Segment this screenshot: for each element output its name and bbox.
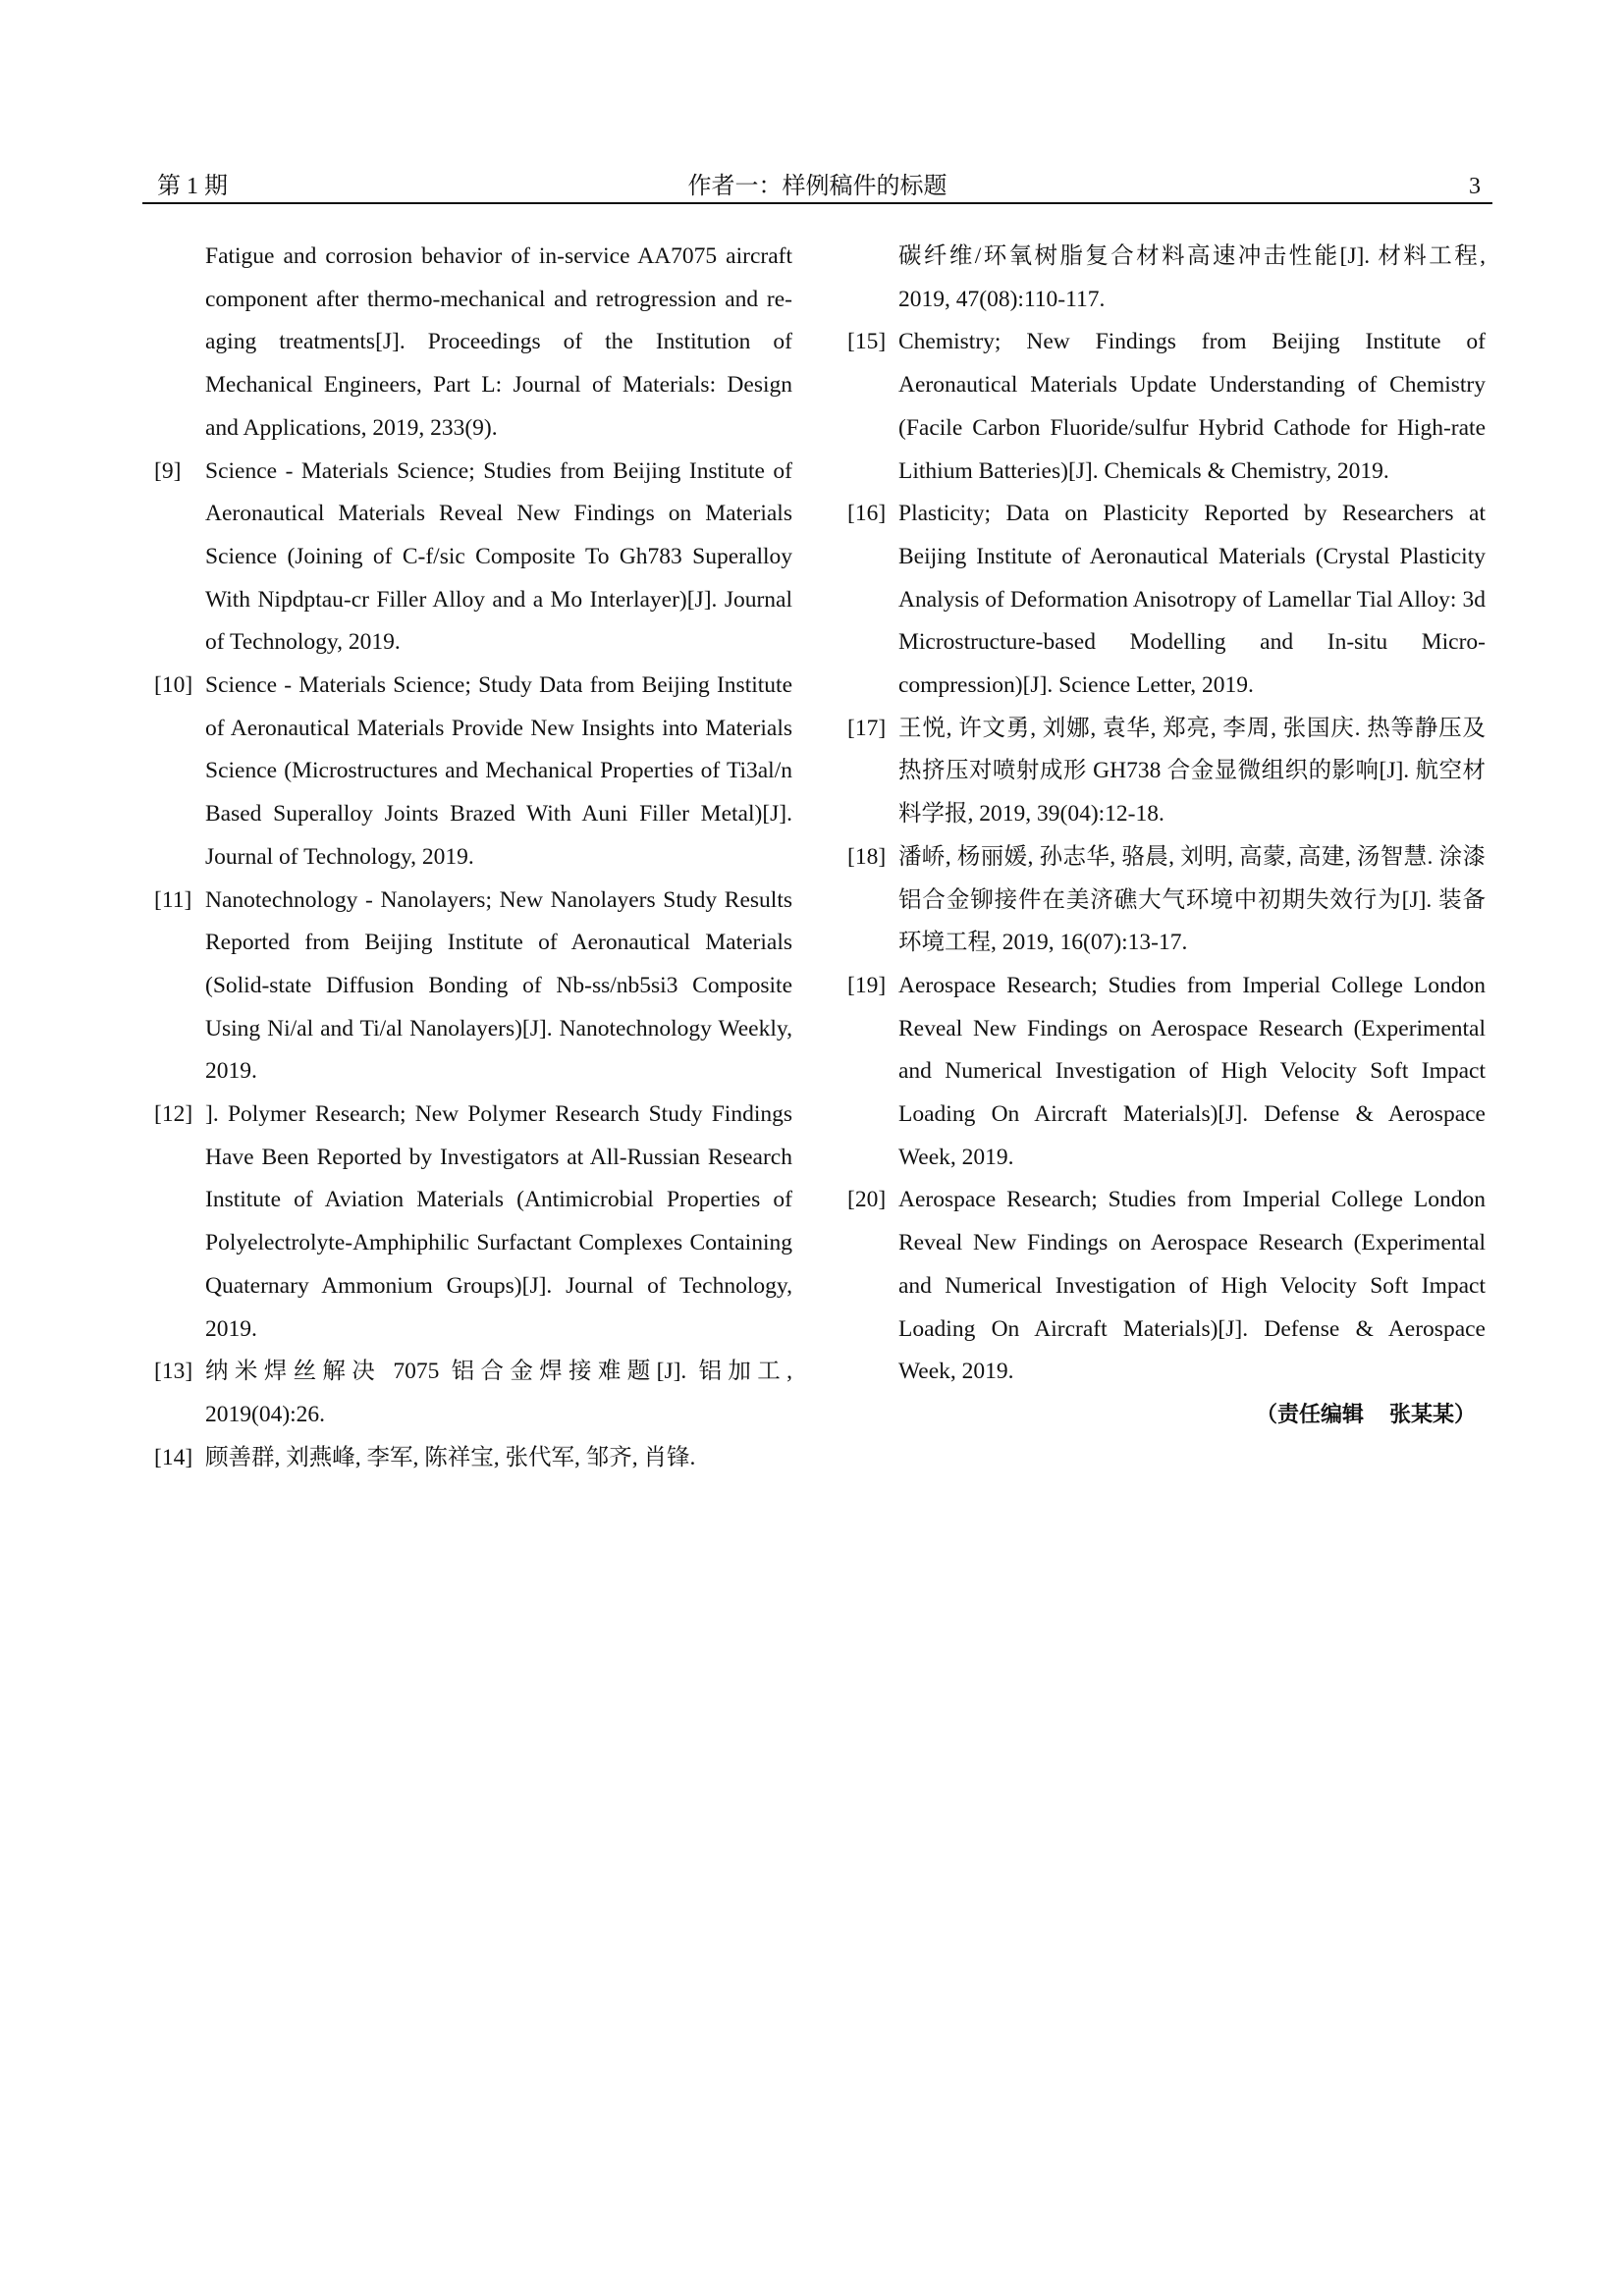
reference-text: 纳米焊丝解决 7075 铝合金焊接难题[J]. 铝加工, 2019(04):26. [205,1359,792,1427]
reference-item [847,836,1486,965]
reference-text: 潘峤, 杨丽媛, 孙志华, 骆晨, 刘明, 高蒙, 高建, 汤智慧. 涂漆铝合金铆接件在美济礁大气环境中初期失效行为[J]. 装备环境工程, 2019, 16(07):13-17. [898,843,1486,956]
reference-text: ]. Polymer Research; New Polymer Research Study Findings Have Been Reported by Investigators at All-Russian Research Institute of Aviation Materials (Antimicrobial Properties of Polyelectrolyte-Amphiphilic Surfactant Complexes Containing Quaternary Ammonium Groups)[J]. Journal of Technology, 2019. [205,1101,792,1342]
reference-item [154,880,792,1095]
references-left-column [154,236,792,1479]
reference-text: 王悦, 许文勇, 刘娜, 袁华, 郑亮, 李周, 张国庆. 热等静压及热挤压对喷射成形 GH738 合金显微组织的影响[J]. 航空材料学报, 2019, 39(04):12-18. [898,715,1486,828]
reference-number: [13] [154,1359,193,1385]
reference-item [154,1351,792,1436]
reference-item [154,236,792,451]
reference-text: Science - Materials Science; Studies from Beijing Institute of Aeronautical Materials Reveal New Findings on Materials Science (Joining of C-f/sic Composite To Gh783 Superalloy With Nipdptau-cr Filler Alloy and a Mo Interlayer)[J]. Journal of Technology, 2019. [205,457,792,656]
reference-number: [11] [154,886,192,913]
reference-item [847,236,1486,321]
editor-label: （责任编辑 [1255,1402,1364,1427]
reference-text: Fatigue and corrosion behavior of in-service AA7075 aircraft component after thermo-mechanical and retrogression and re-aging treatments[J]. Proceedings of the Institution of Mechanical Engineers, Part L: Journal of Materials: Design and Applications, 2019, 233(9). [205,243,792,441]
reference-item [847,708,1486,836]
reference-text: 碳纤维/环氧树脂复合材料高速冲击性能[J]. 材料工程, 2019, 47(08):110-117. [898,243,1486,312]
reference-item [847,1179,1486,1394]
reference-number: [14] [154,1444,193,1470]
reference-text: Aerospace Research; Studies from Imperial College London Reveal New Findings on Aerospace Research (Experimental and Numerical Investigation of High Velocity Soft Impact Loading On Aircraft Materials)[J]. Defense & Aerospace Week, 2019. [898,1187,1486,1385]
header-rule [142,202,1492,204]
reference-item [154,1094,792,1351]
issue-label: 第 1 期 [157,174,228,199]
reference-number: [19] [847,972,887,998]
reference-number: [18] [847,843,887,870]
reference-number: [12] [154,1101,193,1128]
reference-text: Plasticity; Data on Plasticity Reported by Researchers at Beijing Institute of Aeronautical Materials (Crystal Plasticity Analysis of Deformation Anisotropy of Lamellar Tial Alloy: 3d Microstructure-based Modelling and In-situ Micro-compression)[J]. Science Letter, 2019. [898,501,1486,699]
responsible-editor [847,1394,1486,1437]
reference-number: [20] [847,1187,887,1213]
reference-number: [15] [847,329,887,355]
reference-item [847,321,1486,493]
reference-number: [10] [154,672,193,699]
reference-number: [17] [847,715,887,741]
reference-number: [16] [847,501,887,527]
reference-item [847,493,1486,708]
reference-text: Science - Materials Science; Study Data from Beijing Institute of Aeronautical Materials Provide New Insights into Materials Science (Microstructures and Mechanical Properties of Ti3al/n Based Superalloy Joints Brazed With Auni Filler Metal)[J]. Journal of Technology, 2019. [205,672,792,870]
reference-item [154,1437,792,1480]
page-number: 3 [1469,174,1481,199]
reference-number: [9] [154,457,182,484]
reference-text: Nanotechnology - Nanolayers; New Nanolayers Study Results Reported from Beijing Institute of Aeronautical Materials (Solid-state Diffusion Bonding of Nb-ss/nb5si3 Composite Using Ni/al and Ti/al Nanolayers)[J]. Nanotechnology Weekly, 2019. [205,886,792,1085]
references-right-column [847,236,1486,1437]
article-title: 作者一：样例稿件的标题 [687,174,947,199]
reference-item [847,965,1486,1180]
editor-name: 张某某） [1388,1402,1476,1427]
reference-text: 顾善群, 刘燕峰, 李军, 陈祥宝, 张代军, 邹齐, 肖锋. [205,1444,696,1470]
reference-item [154,665,792,880]
reference-item [154,451,792,666]
running-header [142,172,1492,201]
reference-text: Aerospace Research; Studies from Imperial College London Reveal New Findings on Aerospace Research (Experimental and Numerical Investigation of High Velocity Soft Impact Loading On Aircraft Materials)[J]. Defense & Aerospace Week, 2019. [898,972,1486,1170]
reference-text: Chemistry; New Findings from Beijing Institute of Aeronautical Materials Update Understanding of Chemistry (Facile Carbon Fluoride/sulfur Hybrid Cathode for High-rate Lithium Batteries)[J]. Chemicals & Chemistry, 2019. [898,329,1486,484]
